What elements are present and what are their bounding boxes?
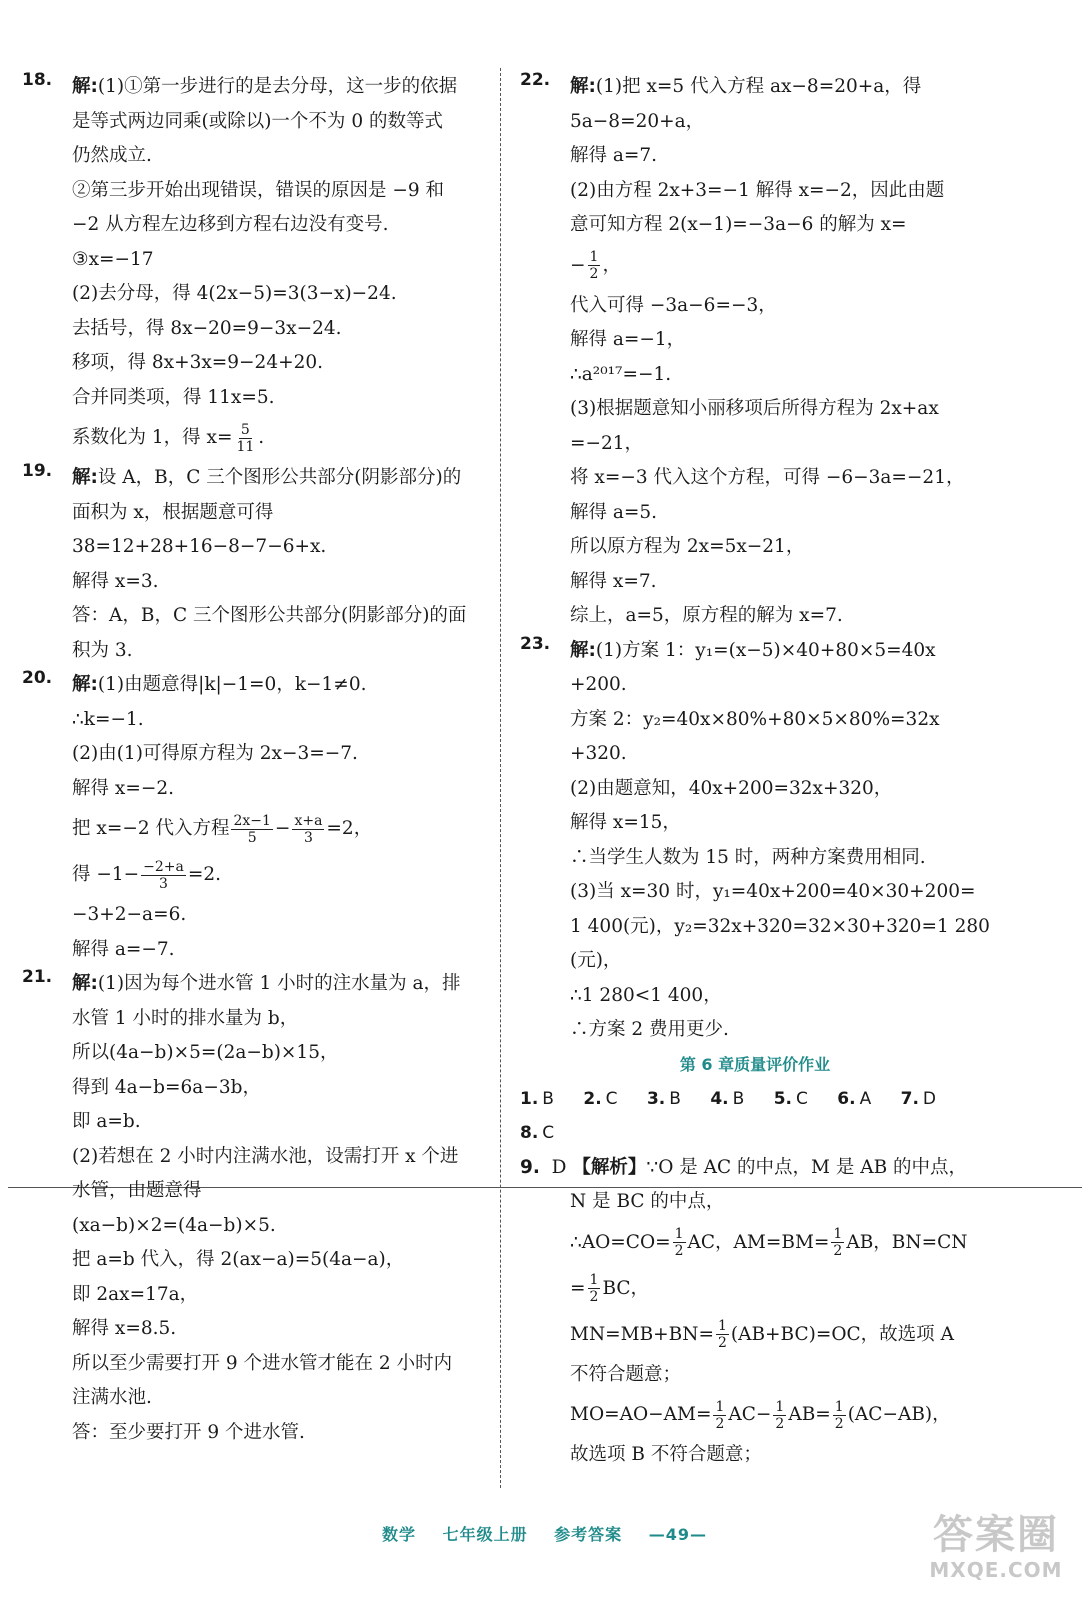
text-line: 解得 a=−1， (570, 329, 686, 350)
text-line: (1)把 x=5 代入方程 ax−8=20+a，得 (595, 76, 922, 97)
solution-lead: 解: (72, 973, 98, 994)
text-line: (2)由(1)可得原方程为 2x−3=−7. (72, 743, 358, 764)
solution-lead: 解: (72, 467, 98, 488)
question-number: 18. (22, 70, 53, 90)
text-line: (元)， (570, 950, 622, 971)
text-line: 将 x=−3 代入这个方程，可得 −6−3a=−21， (570, 467, 965, 488)
text-line: 解得 x=7. (570, 570, 657, 592)
watermark-logo: 答案圈 MXQE.COM (929, 1512, 1063, 1582)
text-line: 不符合题意； (570, 1363, 682, 1385)
text-line: ②第三步开始出现错误，错误的原因是 −9 和 (72, 179, 445, 201)
text-line: 是等式两边同乘(或除以)一个不为 0 的数等式 (72, 110, 443, 132)
text-line: 解得 a=7. (570, 145, 658, 166)
footer-type: 参考答案 (554, 1525, 623, 1544)
text-line: 9. D 【解析】∵O 是 AC 的中点，M 是 AB 的中点， (520, 1156, 968, 1178)
text-line: 把 a=b 代入，得 2(ax−a)=5(4a−a)， (72, 1249, 405, 1270)
text-line-fraction: 得 −1− $\frac{-2+a}{3}$ =2. (72, 858, 222, 892)
question-20 (22, 668, 487, 967)
question-number: 23. (520, 633, 551, 654)
text-line: 答：A，B，C 三个图形公共部分(阴影部分)的面 (72, 605, 467, 626)
solution-lead: 解: (72, 76, 98, 97)
multiple-choice-answers: 1. B 2. C 3. B 4. B 5. C 6. A 7. D (520, 1088, 937, 1109)
text-line: 方案 2：y₂=40x×80%+80×5×80%=32x (570, 708, 940, 730)
fraction: $\frac{x+a}{3}$ (294, 812, 323, 846)
text-line: (2)由方程 2x+3=−1 解得 x=−2，因此由题 (570, 179, 945, 201)
text-line: 解得 x=3. (72, 570, 159, 592)
text-line: 即 a=b. (72, 1111, 141, 1132)
text-line: 得到 4a−b=6a−3b， (72, 1076, 261, 1098)
text-line: 设 A，B，C 三个图形公共部分(阴影部分)的 (97, 467, 462, 488)
text-line: 水管 1 小时的排水量为 b， (72, 1007, 299, 1029)
question-9 (520, 1151, 990, 1473)
fraction: $\frac{1}{2}$ (589, 249, 599, 282)
text-line: 综上，a=5，原方程的解为 x=7. (570, 605, 843, 626)
question-number: 19. (22, 461, 53, 481)
question-18 (22, 70, 487, 461)
text-line: (1)因为每个进水管 1 小时的注水量为 a，排 (97, 973, 461, 994)
text-line: 所以至少需要打开 9 个进水管才能在 2 小时内 (72, 1352, 453, 1374)
question-23 (520, 634, 990, 1048)
text-line: 面积为 x，根据题意可得 (72, 501, 274, 523)
text-line: +320. (570, 743, 627, 764)
text-line: (2)若想在 2 小时内注满水池，设需打开 x 个进 (72, 1145, 459, 1167)
fraction: $\frac{-2+a}{3}$ (143, 858, 184, 892)
text-line: 答：至少要打开 9 个进水管. (72, 1421, 305, 1443)
text-line-fraction: 把 x=−2 代入方程 $\frac{2x-1}{5}$ − $\frac{x+a}{3}$ =2， (72, 812, 373, 846)
text-line: (3)当 x=30 时，y₁=40x+200=40×30+200= (570, 881, 976, 902)
text-line: 解得 a=−7. (72, 938, 175, 960)
section-title: 第 6 章质量评价作业 (679, 1054, 831, 1074)
text-line-fraction: MN=MB+BN= $\frac{1}{2}$ (AB+BC)=OC，故选项 A (570, 1318, 954, 1351)
text-line: −3+2−a=6. (72, 904, 187, 925)
text-line: ∴k=−1. (72, 708, 144, 730)
text-line: 解得 x=8.5. (72, 1318, 177, 1339)
text-line: 所以(4a−b)×5=(2a−b)×15， (72, 1042, 339, 1063)
text-line-fraction: ∴AO=CO= $\frac{1}{2}$ AC，AM=BM= $\frac{1}{2}$ AB，BN=CN (570, 1226, 968, 1259)
column-divider (500, 68, 501, 1488)
text-line: (1)由题意得|k|−1=0，k−1≠0. (97, 674, 367, 695)
question-19 (22, 461, 487, 668)
text-line: ∴方案 2 费用更少. (570, 1019, 729, 1040)
text-line: 意可知方程 2(x−1)=−3a−6 的解为 x= (570, 214, 907, 235)
solution-lead: 解: (570, 76, 596, 97)
solution-lead: 解: (72, 674, 98, 695)
text-line: (1)方案 1：y₁=(x−5)×40+80×5=40x (595, 639, 936, 661)
text-line-fraction: = $\frac{1}{2}$ BC， (570, 1272, 650, 1305)
text-line: 故选项 B 不符合题意； (570, 1444, 762, 1465)
text-line: (2)由题意知，40x+200=32x+320， (570, 777, 893, 799)
question-number: 21. (22, 967, 53, 987)
text-line-fraction: 系数化为 1，得 x= $\frac{5}{11}$ . (72, 421, 265, 455)
text-line: 仍然成立. (72, 145, 152, 166)
text-line: 38=12+28+16−8−7−6+x. (72, 536, 327, 557)
question-number: 22. (520, 70, 551, 90)
text-line: (xa−b)×2=(4a−b)×5. (72, 1214, 276, 1236)
text-line: 5a−8=20+a， (570, 110, 705, 132)
text-line: ∴a²⁰¹⁷=−1. (570, 363, 672, 385)
fraction: $\frac{5}{11}$ (236, 421, 255, 455)
text-line: 水管，由题意得 (72, 1180, 202, 1201)
text-line-fraction: − $\frac{1}{2}$ ， (570, 249, 621, 282)
text-line: N 是 BC 的中点， (570, 1191, 725, 1212)
text-line: ∴当学生人数为 15 时，两种方案费用相同. (570, 846, 926, 868)
question-number: 20. (22, 668, 53, 688)
text-line: =−21， (570, 432, 644, 454)
left-column (22, 70, 487, 1450)
right-column (520, 70, 990, 1473)
text-line: 移项，得 8x+3x=9−24+20. (72, 352, 324, 373)
text-line: 注满水池. (72, 1387, 152, 1408)
text-line: ③x=−17 (72, 248, 154, 270)
text-line: 代入可得 −3a−6=−3， (570, 294, 777, 316)
text-line: 所以原方程为 2x=5x−21， (570, 536, 805, 557)
question-22 (520, 70, 990, 634)
question-21 (22, 967, 487, 1450)
text-line: (1)①第一步进行的是去分母，这一步的依据 (97, 76, 458, 97)
text-line: +200. (570, 674, 627, 695)
footer-grade: 七年级上册 (442, 1525, 528, 1544)
text-line: −2 从方程左边移到方程右边没有变号. (72, 214, 389, 235)
text-line-fraction: MO=AO−AM= $\frac{1}{2}$ AC− $\frac{1}{2}$ AB= $\frac{1}{2}$ (AC−AB)， (570, 1398, 951, 1432)
text-line: 解得 x=15， (570, 812, 681, 833)
text-line: 1 400(元)，y₂=32x+320=32×30+320=1 280 (570, 915, 990, 937)
text-line: 去括号，得 8x−20=9−3x−24. (72, 317, 342, 339)
multiple-choice-answer-8: 8. C (520, 1123, 555, 1143)
text-line: ∴1 280<1 400， (570, 984, 722, 1006)
text-line: 即 2ax=17a， (72, 1283, 199, 1305)
page-number: —49— (648, 1525, 708, 1544)
text-line: 积为 3. (72, 639, 133, 661)
text-line: 解得 x=−2. (72, 777, 174, 799)
text-line: 合并同类项，得 11x=5. (72, 386, 275, 408)
text-line: 解得 a=5. (570, 501, 658, 523)
fraction: $\frac{2x-1}{5}$ (233, 812, 271, 846)
solution-lead: 解: (570, 639, 596, 661)
text-line: (3)根据题意知小丽移项后所得方程为 2x+ax (570, 398, 939, 419)
footer-subject: 数学 (381, 1525, 416, 1544)
text-line: (2)去分母，得 4(2x−5)=3(3−x)−24. (72, 283, 397, 304)
